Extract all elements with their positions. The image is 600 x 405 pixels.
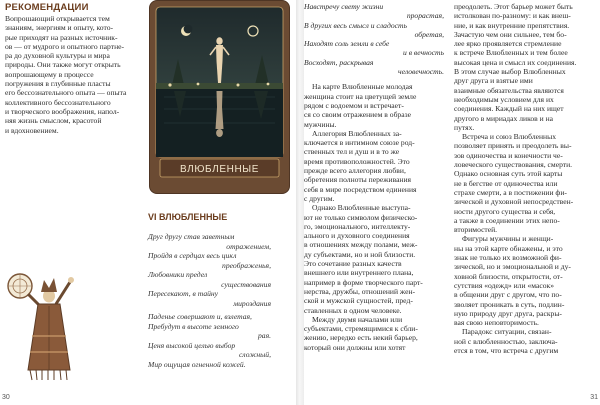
recommendations-line: ов — от мудрого и опытного партне- xyxy=(5,41,125,51)
text-line: не в бегстве от одиночества или xyxy=(454,178,558,188)
text-line: го, эмоционального, интеллекту- xyxy=(304,221,411,231)
page-number-left: 30 xyxy=(2,394,10,401)
text-line: высокая цена и смысл их соединения. xyxy=(454,57,577,67)
lovers-tarot-card xyxy=(150,1,289,193)
text-line: преодолеть. Этот барьер может быть xyxy=(454,2,573,11)
text-line: с другим. xyxy=(304,193,335,203)
text-line: ется в том, что встреча с другим xyxy=(454,345,559,355)
text-line: ховной близости, открытости, от- xyxy=(454,271,563,281)
text-line: ную природу друг друга, раскры- xyxy=(454,308,562,318)
text-line: В этом случае выбор Влюбленных xyxy=(454,67,566,77)
text-line: В других весь смысл и сладость xyxy=(304,20,407,30)
text-line: взаимные обязательства являются xyxy=(454,85,564,95)
text-line: ны на этой карте обнажены, и это xyxy=(454,243,563,253)
text-line: зической, но и эмоциональной и ду- xyxy=(454,262,571,272)
text-line: На карте Влюбленные молодая xyxy=(312,82,413,92)
text-line: себя в мире посредством единения xyxy=(304,184,417,194)
text-line: прежде всего аллегория любви, xyxy=(304,166,406,176)
recommendations-line: вопрошающему в процессе xyxy=(5,69,94,79)
recommendations-line: няя жизнь смыслом, красотой xyxy=(5,116,102,126)
recommendations-line: и творческого воображения, напол- xyxy=(5,106,120,116)
text-line: например в форме творческого парт- xyxy=(304,277,423,287)
text-line: соединения. Каждый на них ищет xyxy=(454,104,564,114)
text-line: а также в соединении этих непо- xyxy=(454,215,560,225)
poem-line: сложный, xyxy=(238,350,271,359)
text-line: ставленных в одном человеке. xyxy=(304,305,402,315)
poem-line: Паденье совершают и, взлетая, xyxy=(148,312,252,321)
text-line: Аллегория Влюбленных за- xyxy=(312,128,402,138)
text-line: Восходят, раскрывая xyxy=(304,57,374,67)
text-line: ной с влюбленностью, заключа- xyxy=(454,336,558,346)
text-line: обретая, xyxy=(414,29,444,39)
text-line: жению, нередко есть некий барьер, xyxy=(304,333,418,343)
text-line: ального и духовного соединения xyxy=(304,231,410,241)
text-line: Навстречу свету жизни xyxy=(304,2,384,11)
recommendations-heading: РЕКОМЕНДАЦИИ xyxy=(5,2,89,13)
poem-line: Ценя высокой целью выбор xyxy=(148,340,236,350)
text-line: к встрече Влюбленных и тем более xyxy=(454,48,568,58)
recommendations-line: погружения в глубинные пласты xyxy=(5,79,111,89)
text-line: Фигуры мужчины и женщи- xyxy=(462,234,554,244)
text-line: ственных тел и душ и в то же xyxy=(304,147,400,157)
text-column-left xyxy=(304,2,444,352)
text-line: ду субъектами, но и ной близости. xyxy=(304,249,416,259)
text-line: прорастая, xyxy=(406,11,444,21)
text-line: ние, и как внутренние препятствия. xyxy=(454,20,570,30)
page-number-right: 31 xyxy=(590,394,598,401)
recommendations-line: рые приходят на разных источник- xyxy=(5,32,118,42)
text-line: знак не только их возможной фи- xyxy=(454,253,562,263)
text-line: вторимостей. xyxy=(454,225,498,235)
text-line: Однако Влюбленные выступа- xyxy=(312,203,411,213)
poem-line: Пересекают, в тайну xyxy=(148,289,219,298)
text-line: который они должны или хотят xyxy=(304,342,406,352)
text-line: Между двумя началами или xyxy=(312,314,403,324)
text-line: истолкован по-разному: и как внеш- xyxy=(454,11,571,21)
poem-line: мироздания xyxy=(233,298,271,308)
text-line: Это сочетание разных качеств xyxy=(304,259,402,269)
poem-line: Пребудут в высоте земного xyxy=(148,321,239,331)
section-title: VI ВЛЮБЛЕННЫЕ xyxy=(148,212,228,222)
text-line: ской и мужской сущностей, пред- xyxy=(304,296,413,306)
text-line: ся со своим отражением в образе xyxy=(304,110,411,120)
poem-line: Мир ощущая огненной кожей. xyxy=(148,359,246,369)
poem-line: Любовники предел xyxy=(148,270,208,279)
recommendations-line: природы. Они также могут открыть xyxy=(5,60,121,70)
text-line: внешнего или внутреннего плана, xyxy=(304,268,414,278)
poem-line: отражением, xyxy=(226,241,271,251)
text-line: обретения полноты переживания xyxy=(304,175,412,185)
text-line: рядом с водоемом и встречает- xyxy=(304,100,404,110)
text-line: Находят соль земли в себе xyxy=(304,39,390,49)
text-line: необходимым условием для их xyxy=(454,94,554,104)
text-line: лее ярко проявляется стремление xyxy=(454,39,562,49)
text-line: зической и духовной непосредствен- xyxy=(454,197,574,207)
text-line: женщина стоит на цветущей земле xyxy=(304,91,417,101)
text-line: ности другого существа и себя, xyxy=(454,206,556,216)
left-page xyxy=(0,0,296,405)
text-line: в общении друг с другом, что по- xyxy=(454,290,562,300)
shaman-figure-illustration xyxy=(4,266,84,386)
text-line: Парадокс ситуации, связан- xyxy=(462,327,552,337)
text-line: мужчины. xyxy=(304,119,337,129)
text-line: ют не только символом физическо- xyxy=(304,212,418,222)
text-line: вая свою неповторимость. xyxy=(454,318,539,328)
card-title: ВЛЮБЛЕННЫЕ xyxy=(180,164,259,175)
text-line: ключается в интимном союзе род- xyxy=(304,138,415,148)
text-line: сутствия «одежд» или «масок» xyxy=(454,280,555,290)
text-line: другого в мириадах ликов и на xyxy=(454,113,554,123)
recommendations-line: знаниям, энергиям и опыту, кото- xyxy=(5,23,114,33)
text-line: ловеческого существования, смерти. xyxy=(454,160,573,170)
text-line: нерства, дружбы, отношений жен- xyxy=(304,286,416,296)
recommendations-line: его бессознательного опыта — опыта xyxy=(5,88,127,98)
text-line: друг друга и взятые ими xyxy=(454,76,533,86)
poem-line: рая. xyxy=(257,331,271,340)
book-gutter xyxy=(296,0,304,405)
recommendations-line: и вдохновением. xyxy=(5,125,59,135)
text-line: зволяет проникать в суть, подлин- xyxy=(454,299,565,309)
text-line: позволяет принять и преодолеть вы- xyxy=(454,141,572,151)
poem xyxy=(148,232,271,369)
right-page xyxy=(304,0,600,405)
text-line: Зачастую чем они сильнее, тем бо- xyxy=(454,29,567,39)
text-line: зов одиночества и конечности че- xyxy=(454,150,563,160)
text-line: страхе смерти, а в постижении фи- xyxy=(454,187,567,197)
text-line: Однако основная суть этой карты xyxy=(454,169,563,179)
recommendations-text xyxy=(5,14,141,135)
text-line: человечность. xyxy=(398,67,444,77)
poem-line: Друг другу став заветным xyxy=(148,232,235,241)
text-line: Встреча и союз Влюбленных xyxy=(462,132,557,142)
text-column-right xyxy=(454,2,594,355)
text-line: путях. xyxy=(454,122,475,132)
recommendations-line: Вопрошающий открывается тем xyxy=(5,14,110,23)
text-line: субъектами, стремящимися к сбли- xyxy=(304,324,418,334)
poem-line: существования xyxy=(221,279,271,289)
recommendations-line: коллективного бессознательного xyxy=(5,97,111,107)
recommendations-line: ра до духовной культуры и мира xyxy=(5,51,110,61)
poem-line: преображенья, xyxy=(222,260,271,270)
text-line: и в вечность xyxy=(403,48,444,58)
text-line: в отношениях между полами, меж- xyxy=(304,240,418,250)
text-line: время противоположностей. Это xyxy=(304,156,410,166)
poem-line: Пройдя в сердцах весь цикл xyxy=(148,251,237,260)
